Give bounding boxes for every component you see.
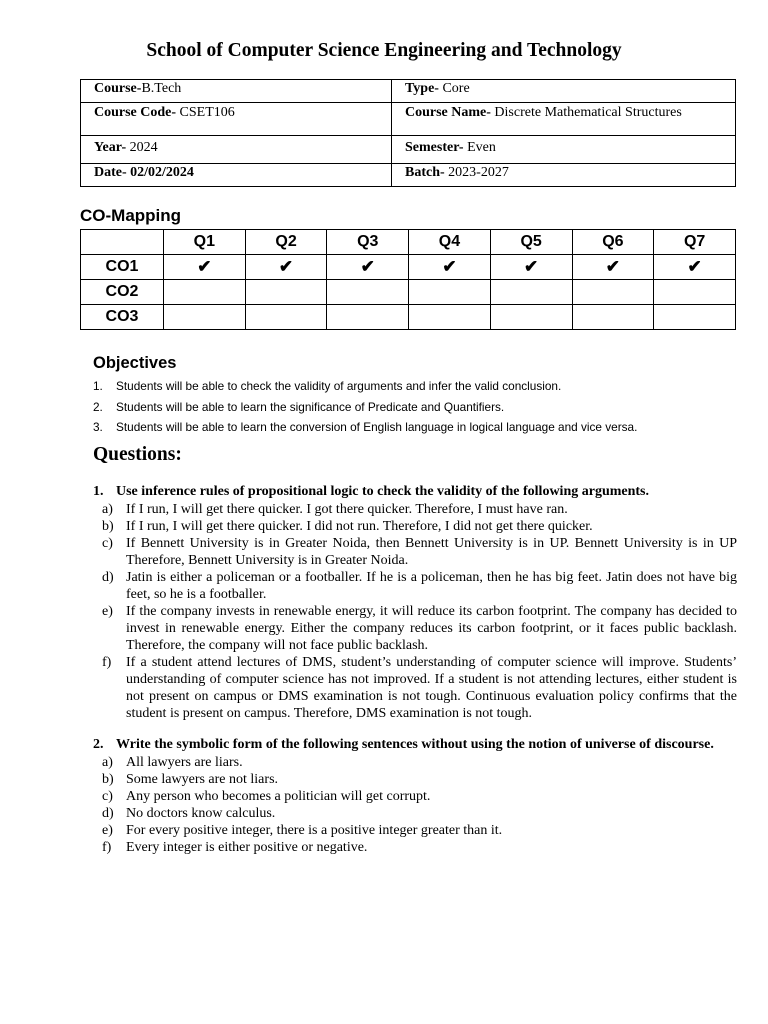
co-row-label: CO3 <box>81 305 164 330</box>
check-mark-icon: ✔ <box>327 255 409 280</box>
info-label: Course Name- <box>405 105 491 120</box>
list-item <box>93 839 737 856</box>
info-value: B.Tech <box>141 81 182 96</box>
co-cell <box>164 280 246 305</box>
question-text <box>93 736 737 753</box>
item-label: b) <box>102 519 114 534</box>
question-2 <box>93 736 737 856</box>
item-text: If Bennett University is in Greater Noida, then Bennett University is in UP. Bennett University is in UP Therefore, Bennett University is in Greater Noida. <box>126 536 737 568</box>
list-item <box>93 822 737 839</box>
item-label: e) <box>102 823 113 838</box>
co-row-label: CO2 <box>81 280 164 305</box>
info-label: Course Code- <box>94 105 177 120</box>
info-cell <box>392 80 736 103</box>
item-text: If I run, I will get there quicker. I did not run. Therefore, I did not get there quicker. <box>126 519 593 534</box>
objectives-heading: Objectives <box>93 354 177 372</box>
list-item <box>93 754 737 771</box>
list-item <box>93 518 737 535</box>
co-cell <box>245 280 327 305</box>
info-value: 2024 <box>126 140 158 155</box>
objective-text: Students will be able to check the validity of arguments and infer the valid conclusion. <box>116 379 562 393</box>
question-number: 2. <box>93 737 104 752</box>
check-mark-icon: ✔ <box>490 255 572 280</box>
co-cell <box>490 305 572 330</box>
list-item <box>93 654 737 722</box>
list-item <box>93 535 737 569</box>
info-label: Semester- <box>405 140 464 155</box>
co-cell <box>654 280 736 305</box>
info-row <box>81 136 736 164</box>
course-info-table <box>80 79 736 187</box>
info-label: Year- <box>94 140 127 155</box>
list-item <box>93 603 737 654</box>
page-title: School of Computer Science Engineering and Technology <box>146 40 622 61</box>
objective-text: Students will be able to learn the significance of Predicate and Quantifiers. <box>116 399 505 414</box>
question-items <box>93 754 737 856</box>
question-text <box>93 483 737 500</box>
item-text: Jatin is either a policeman or a footballer. If he is a policeman, then he has big feet. Jatin does not have big feet, so he is a footballer. <box>126 570 737 602</box>
check-mark-icon: ✔ <box>164 255 246 280</box>
co-column-header: Q6 <box>572 230 654 255</box>
co-cell <box>164 305 246 330</box>
co-row <box>81 305 736 330</box>
item-text: Any person who becomes a politician will get corrupt. <box>126 789 431 804</box>
list-item <box>93 788 737 805</box>
co-column-header: Q4 <box>409 230 491 255</box>
check-mark-icon: ✔ <box>245 255 327 280</box>
objectives-list <box>93 376 743 438</box>
item-label: f) <box>102 840 112 855</box>
list-item <box>93 397 743 418</box>
check-mark-icon: ✔ <box>409 255 491 280</box>
list-item <box>93 771 737 788</box>
check-mark-icon: ✔ <box>654 255 736 280</box>
item-label: a) <box>102 502 113 517</box>
info-value: 2023-2027 <box>444 165 509 180</box>
objective-number: 3. <box>93 420 103 434</box>
list-item <box>93 569 737 603</box>
item-text: No doctors know calculus. <box>126 806 276 821</box>
item-text: If I run, I will get there quicker. I got there quicker. Therefore, I must have ran. <box>126 502 568 517</box>
item-label: d) <box>102 570 114 585</box>
co-column-header: Q5 <box>490 230 572 255</box>
info-cell <box>81 80 392 103</box>
co-column-header: Q2 <box>245 230 327 255</box>
info-row <box>81 164 736 187</box>
co-row <box>81 255 736 280</box>
item-label: c) <box>102 536 113 551</box>
co-header-row <box>81 230 736 255</box>
info-label: Course- <box>94 81 142 96</box>
co-cell <box>245 305 327 330</box>
co-mapping-heading: CO-Mapping <box>80 206 182 225</box>
info-cell <box>81 136 392 164</box>
info-row <box>81 103 736 136</box>
co-row-label: CO1 <box>81 255 164 280</box>
check-mark-icon: ✔ <box>572 255 654 280</box>
question-number: 1. <box>93 484 104 499</box>
item-label: e) <box>102 604 113 619</box>
item-label: d) <box>102 806 114 821</box>
list-item <box>93 501 737 518</box>
info-row <box>81 80 736 103</box>
objective-text: Students will be able to learn the conversion of English language in logical language and vice versa. <box>116 420 638 434</box>
list-item <box>93 376 743 397</box>
item-label: f) <box>102 655 112 670</box>
co-cell <box>490 280 572 305</box>
question-prompt: Write the symbolic form of the following sentences without using the notion of universe of discourse. <box>116 737 714 752</box>
info-cell <box>392 103 736 136</box>
info-value: Even <box>463 140 496 155</box>
item-label: c) <box>102 789 113 804</box>
co-cell <box>572 305 654 330</box>
item-label: a) <box>102 755 113 770</box>
info-value: Discrete Mathematical Structures <box>490 105 682 120</box>
item-text: Every integer is either positive or negative. <box>126 840 368 855</box>
info-cell <box>81 164 392 187</box>
info-label: Date- 02/02/2024 <box>94 165 194 180</box>
co-cell <box>409 280 491 305</box>
question-1 <box>93 483 737 722</box>
info-cell <box>392 164 736 187</box>
co-column-header: Q7 <box>654 230 736 255</box>
list-item <box>93 417 743 438</box>
co-column-header: Q1 <box>164 230 246 255</box>
info-cell <box>81 103 392 136</box>
item-text: All lawyers are liars. <box>126 755 243 770</box>
co-cell <box>572 280 654 305</box>
info-value: Core <box>438 81 470 96</box>
questions-heading: Questions: <box>93 444 182 465</box>
objective-number: 1. <box>93 379 103 393</box>
co-cell <box>327 305 409 330</box>
co-row <box>81 280 736 305</box>
co-cell <box>327 280 409 305</box>
info-value: CSET106 <box>176 105 235 120</box>
list-item <box>93 805 737 822</box>
co-corner-cell <box>81 230 164 255</box>
co-column-header: Q3 <box>327 230 409 255</box>
item-text: If a student attend lectures of DMS, student’s understanding of computer science will improve. Students’ understanding of computer science has not improved. If a student is not attending lectures, either student is not present on campus or DMS examination is not tough. Continuous evaluation policy confirms that the student is present on campus. Therefore, DMS examination is not tough. <box>126 655 737 721</box>
item-label: b) <box>102 772 114 787</box>
co-cell <box>409 305 491 330</box>
objective-number: 2. <box>93 399 103 414</box>
item-text: For every positive integer, there is a positive integer greater than it. <box>126 823 503 838</box>
item-text: If the company invests in renewable energy, it will reduce its carbon footprint. The company has decided to invest in renewable energy. Either the company reduces its carbon footprint, or it faces public backlash. Therefore, the company will not face public backlash. <box>126 604 737 653</box>
co-mapping-table <box>80 229 736 330</box>
question-items <box>93 501 737 722</box>
info-label: Batch- <box>405 165 445 180</box>
question-prompt: Use inference rules of propositional logic to check the validity of the following arguments. <box>116 484 649 499</box>
info-label: Type- <box>405 81 439 96</box>
co-cell <box>654 305 736 330</box>
info-cell <box>392 136 736 164</box>
item-text: Some lawyers are not liars. <box>126 772 279 787</box>
